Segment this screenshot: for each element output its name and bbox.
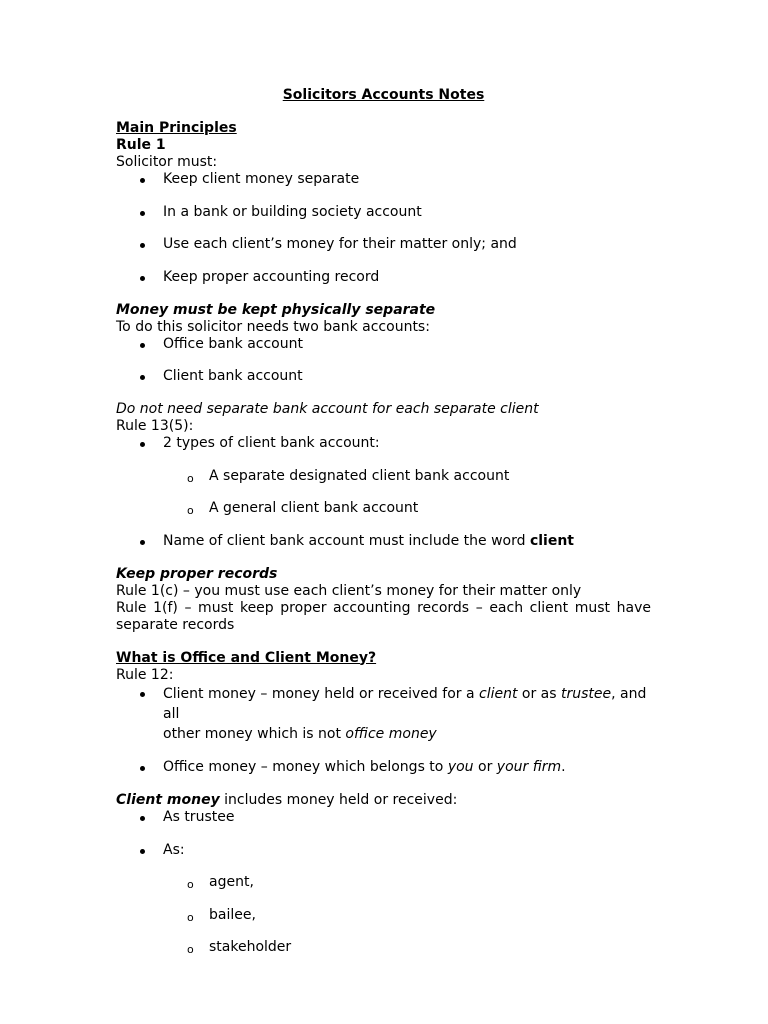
capacity-sublist [116, 874, 651, 956]
list-item: Keep client money separate [116, 171, 651, 188]
document-page [116, 87, 651, 972]
sub-list-item: o bailee, [187, 906, 256, 924]
heading-office-client-money: What is Office and Client Money? [116, 649, 377, 666]
list-item: Client bank account [116, 368, 651, 385]
rule-1-label: Rule 1 [116, 137, 166, 153]
bullet-icon [140, 178, 145, 183]
list-item: As: o agent, o bailee, o stakeholder [116, 842, 651, 957]
money-definitions-list [116, 684, 651, 777]
heading-main-principles: Main Principles [116, 120, 237, 136]
bullet-icon [140, 243, 145, 248]
bullet-icon [140, 442, 145, 447]
list-item: 2 types of client bank account: o A separate designated client bank account o A general client bank account [116, 435, 651, 517]
list-item: As trustee [116, 809, 651, 826]
client-money-list [116, 809, 651, 956]
list-item: Name of client bank account must include the word client [116, 533, 651, 550]
circle-bullet-icon: o [187, 504, 194, 517]
rule-13-5-label: Rule 13(5): [116, 418, 194, 434]
circle-bullet-icon: o [187, 878, 194, 891]
bullet-icon [140, 692, 145, 697]
rule-1f-text: Rule 1(f) – must keep proper accounting records – each client must have separate records [116, 599, 651, 633]
accounts-list [116, 336, 651, 386]
list-item: Office money – money which belongs to you or your firm. [116, 759, 651, 776]
bullet-icon [140, 343, 145, 348]
sub-list-item: o agent, [187, 874, 254, 891]
bullet-icon [140, 375, 145, 380]
page-title: Solicitors Accounts Notes [282, 87, 485, 103]
bullet-icon [140, 211, 145, 216]
heading-physically-separate: Money must be kept physically separate [116, 301, 436, 318]
sub-list-item: o A general client bank account [187, 500, 419, 517]
client-account-types-list [116, 435, 651, 550]
list-item: In a bank or building society account [116, 204, 651, 221]
account-types-sublist [116, 468, 651, 518]
circle-bullet-icon: o [187, 471, 194, 485]
rule-12-label: Rule 12: [116, 666, 174, 683]
solicitor-must-text: Solicitor must: [116, 154, 218, 170]
circle-bullet-icon: o [187, 910, 194, 924]
bullet-icon [140, 849, 145, 854]
rule-1c-text: Rule 1(c) – you must use each client’s money for their matter only [116, 582, 582, 599]
two-accounts-text: To do this solicitor needs two bank accounts: [116, 318, 430, 335]
sub-list-item: o A separate designated client bank account [187, 467, 510, 485]
bullet-icon [140, 816, 145, 821]
bullet-icon [140, 766, 145, 771]
list-item: Keep proper accounting record [116, 269, 651, 286]
client-money-includes-text: Client money includes money held or received: [116, 792, 458, 808]
bullet-icon [140, 540, 145, 545]
bullet-icon [140, 276, 145, 281]
circle-bullet-icon: o [187, 943, 194, 956]
principles-list [116, 171, 651, 286]
separate-account-note: Do not need separate bank account for each separate client [116, 401, 539, 417]
list-item: Office bank account [116, 336, 651, 353]
sub-list-item: o stakeholder [187, 939, 292, 956]
heading-keep-records: Keep proper records [116, 565, 278, 582]
list-item: Use each client’s money for their matter only; and [116, 236, 651, 253]
list-item: Client money – money held or received for a client or as trustee, and all other money which is not office money [116, 684, 651, 744]
